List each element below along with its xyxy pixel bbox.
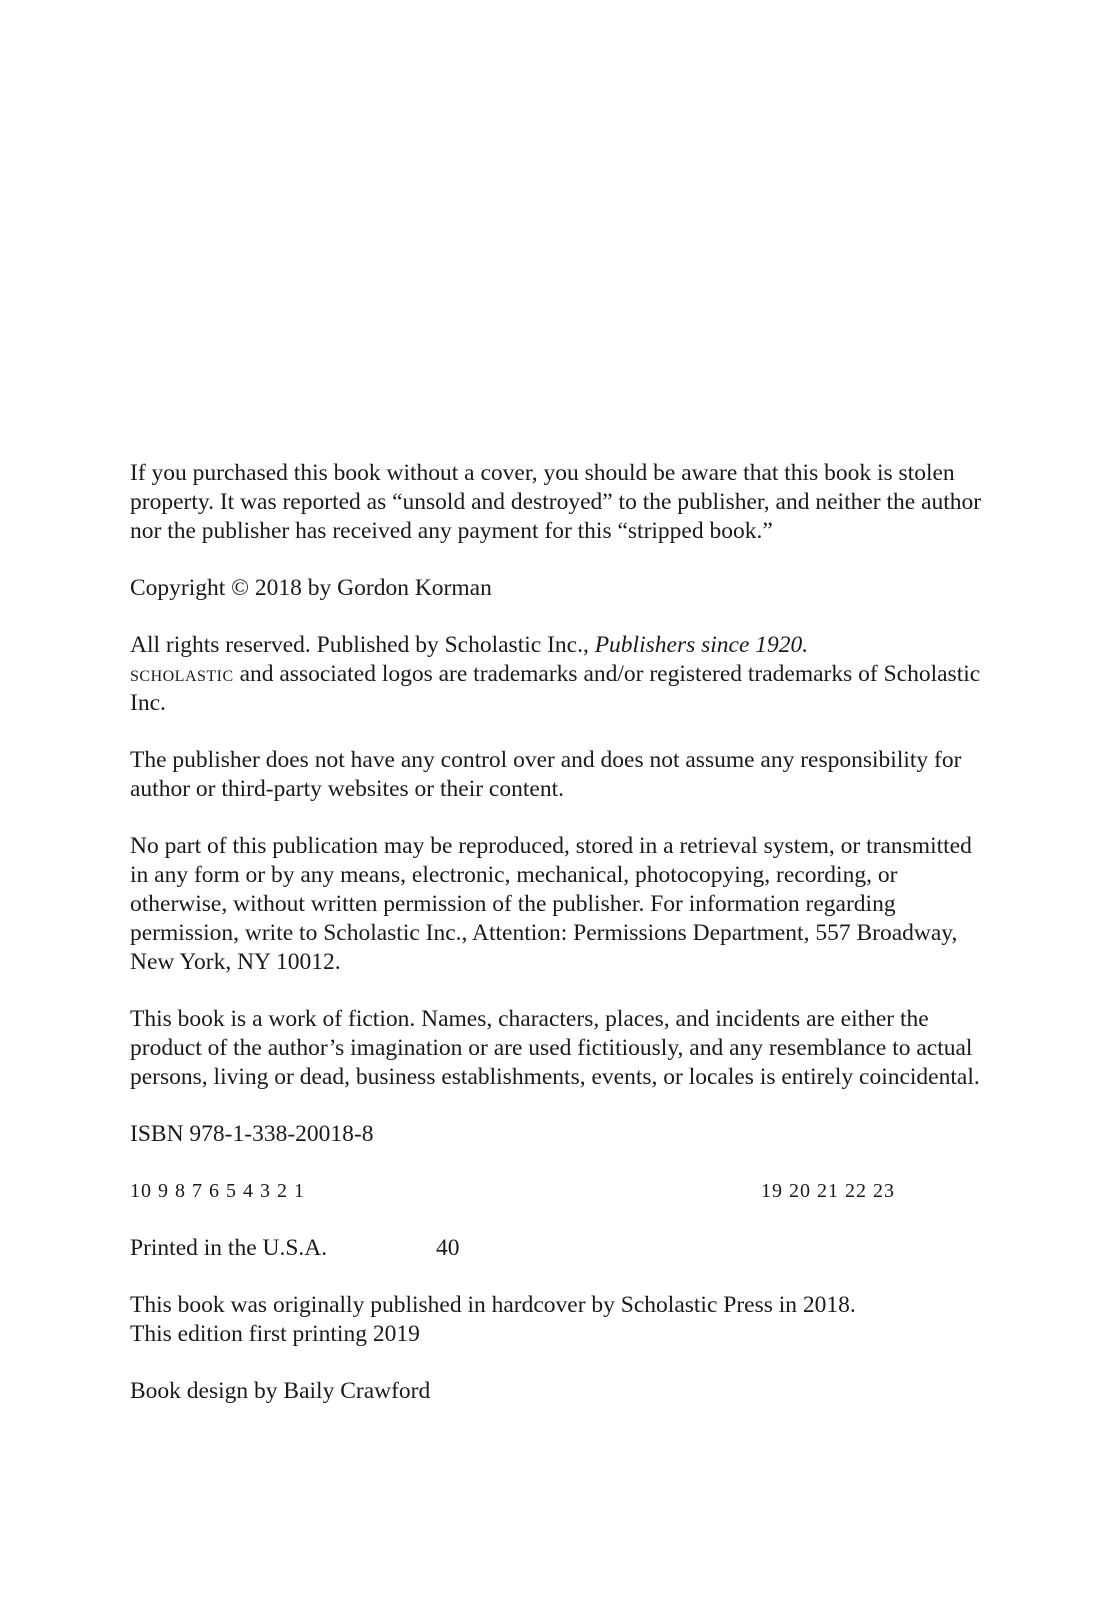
printed-in-line (130, 1234, 990, 1263)
copyright-text-block (130, 459, 990, 1434)
publishers-since: Publishers since 1920. (594, 632, 809, 658)
edition-notice (130, 1291, 990, 1349)
book-design-credit: Book design by Baily Crawford (130, 1378, 431, 1404)
printer-code: 40 (436, 1235, 460, 1261)
third-party-disclaimer: The publisher does not have any control over and does not assume any responsibility for author or third-party websites or their content. (130, 747, 962, 802)
print-number-line (130, 1177, 990, 1206)
reproduction-notice: No part of this publication may be reproduced, stored in a retrieval system, or transmitted in any form or by any means, electronic, mechanical, photocopying, recording, or otherwise, without written permission of the publisher. For information regarding permission, write to Scholastic Inc., Attention: Permissions Department, 557 Broadway, New York, NY 10012. (130, 833, 972, 975)
stripped-book-notice: If you purchased this book without a cover, you should be aware that this book is stolen property. It was reported as “unsold and destroyed” to the publisher, and neither the author nor the publisher has received any payment for this “stripped book.” (130, 460, 982, 544)
printed-in: Printed in the U.S.A. (130, 1235, 328, 1261)
copyright-line: Copyright © 2018 by Gordon Korman (130, 575, 492, 601)
rights-text: All rights reserved. Published by Scholastic Inc., (130, 632, 595, 658)
year-numbers: 19 20 21 22 23 (761, 1180, 895, 1202)
edition-line-2: This edition first printing 2019 (130, 1321, 420, 1347)
fiction-disclaimer: This book is a work of fiction. Names, characters, places, and incidents are either the product of the author’s imagination or are used fictitiously, and any resemblance to actual persons, living or dead, business establishments, events, or locales is entirely coincidental. (130, 1006, 980, 1090)
trademark-text: and associated logos are trademarks and/or registered trademarks of Scholastic Inc. (130, 661, 981, 716)
isbn: ISBN 978-1-338-20018-8 (130, 1121, 374, 1147)
edition-line-1: This book was originally published in hardcover by Scholastic Press in 2018. (130, 1292, 856, 1318)
printing-numbers: 10 9 8 7 6 5 4 3 2 1 (130, 1180, 305, 1202)
rights-paragraph (130, 631, 990, 718)
scholastic-trademark-word: scholastic (130, 661, 234, 687)
